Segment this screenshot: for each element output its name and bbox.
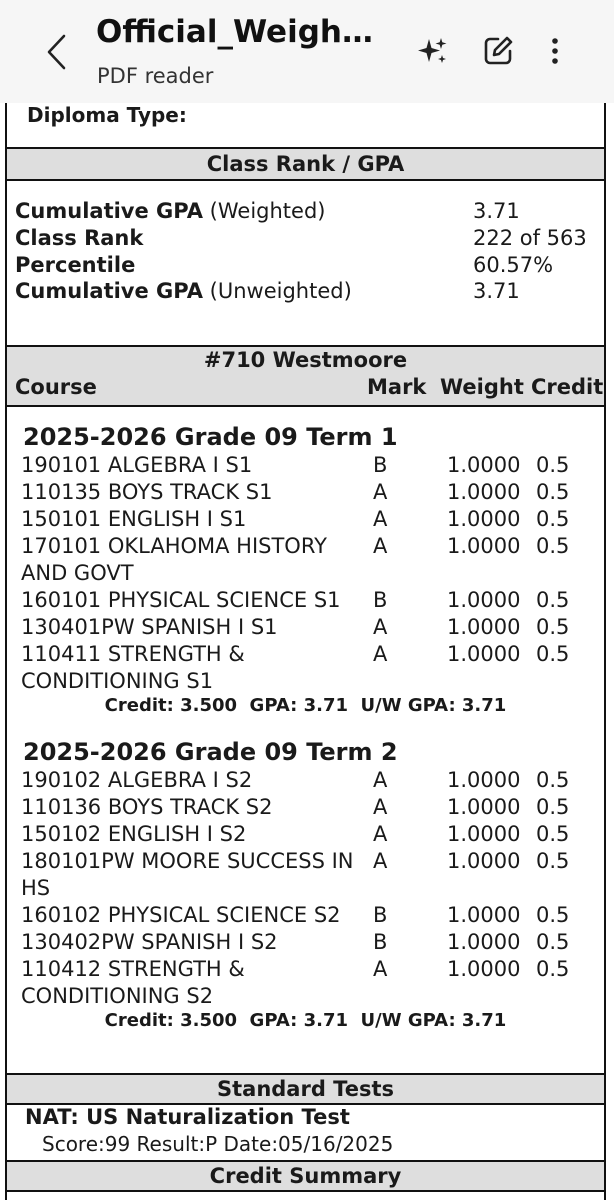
course-weight: 1.0000 [447, 768, 521, 792]
column-weight: Weight [440, 375, 524, 399]
app-subtitle: PDF reader [97, 64, 214, 88]
term-title: 2025-2026 Grade 09 Term 1 [23, 423, 398, 451]
stat-value: 60.57% [473, 253, 554, 277]
course-weight: 1.0000 [447, 507, 521, 531]
course-credit: 0.5 [536, 453, 570, 477]
course-name: 110136 BOYS TRACK S2 [21, 795, 273, 819]
course-name: 150101 ENGLISH I S1 [21, 507, 247, 531]
course-mark: A [373, 480, 388, 504]
term-title: 2025-2026 Grade 09 Term 2 [23, 738, 398, 766]
course-weight: 1.0000 [447, 849, 521, 873]
course-credit: 0.5 [536, 768, 570, 792]
course-mark: B [373, 903, 388, 927]
course-mark: A [373, 795, 388, 819]
course-mark: A [373, 615, 388, 639]
course-table-header [7, 345, 604, 407]
test-result: Score:99 Result:P Date:05/16/2025 [42, 1132, 394, 1156]
more-options-button[interactable] [538, 34, 572, 68]
course-mark: A [373, 849, 388, 873]
course-name-cont: CONDITIONING S2 [21, 984, 214, 1008]
course-credit: 0.5 [536, 903, 570, 927]
course-name: 130401PW SPANISH I S1 [21, 615, 278, 639]
course-name: 110412 STRENGTH & [21, 957, 245, 981]
document-title: Official_Weigh… [96, 14, 373, 50]
course-mark: B [373, 453, 388, 477]
stat-label: Class Rank [15, 226, 144, 250]
course-mark: A [373, 822, 388, 846]
more-vert-icon [538, 34, 572, 68]
standard-tests-header: Standard Tests [7, 1073, 604, 1105]
sparkle-icon [416, 34, 450, 68]
course-credit: 0.5 [536, 957, 570, 981]
course-name: 190102 ALGEBRA I S2 [21, 768, 253, 792]
column-credit: Credit [531, 375, 604, 399]
course-name-cont: HS [21, 876, 51, 900]
course-name: 160101 PHYSICAL SCIENCE S1 [21, 588, 341, 612]
edit-icon [481, 34, 515, 68]
course-credit: 0.5 [536, 642, 570, 666]
credit-summary-header: Credit Summary [7, 1160, 604, 1192]
course-weight: 1.0000 [447, 480, 521, 504]
term-summary: Credit: 3.500 GPA: 3.71 U/W GPA: 3.71 [104, 695, 507, 716]
course-mark: A [373, 768, 388, 792]
course-credit: 0.5 [536, 588, 570, 612]
course-name-cont: CONDITIONING S1 [21, 669, 214, 693]
course-name: 190101 ALGEBRA I S1 [21, 453, 253, 477]
course-credit: 0.5 [536, 507, 570, 531]
back-arrow-icon [40, 32, 74, 72]
term-summary: Credit: 3.500 GPA: 3.71 U/W GPA: 3.71 [104, 1010, 507, 1031]
course-name: 150102 ENGLISH I S2 [21, 822, 247, 846]
edit-button[interactable] [481, 34, 515, 68]
course-weight: 1.0000 [447, 588, 521, 612]
course-weight: 1.0000 [447, 534, 521, 558]
course-weight: 1.0000 [447, 903, 521, 927]
stat-label: Cumulative GPA (Weighted) [15, 199, 326, 223]
course-credit: 0.5 [536, 822, 570, 846]
class-rank-header: Class Rank / GPA [7, 147, 604, 181]
column-mark: Mark [367, 375, 427, 399]
course-weight: 1.0000 [447, 615, 521, 639]
stat-label: Cumulative GPA (Unweighted) [15, 279, 352, 303]
school-name: #710 Westmoore [203, 348, 408, 372]
stat-label: Percentile [15, 253, 136, 277]
pdf-page [5, 103, 606, 1200]
course-weight: 1.0000 [447, 822, 521, 846]
course-weight: 1.0000 [447, 453, 521, 477]
course-credit: 0.5 [536, 795, 570, 819]
course-name-cont: AND GOVT [21, 561, 134, 585]
ai-assist-button[interactable] [416, 34, 450, 68]
course-name: 180101PW MOORE SUCCESS IN [21, 849, 354, 873]
course-weight: 1.0000 [447, 795, 521, 819]
course-name: 160102 PHYSICAL SCIENCE S2 [21, 903, 341, 927]
course-weight: 1.0000 [447, 930, 521, 954]
course-credit: 0.5 [536, 849, 570, 873]
course-mark: A [373, 642, 388, 666]
app-bar [0, 0, 614, 103]
course-credit: 0.5 [536, 534, 570, 558]
course-mark: B [373, 588, 388, 612]
course-name: 110411 STRENGTH & [21, 642, 245, 666]
course-mark: A [373, 534, 388, 558]
course-name: 110135 BOYS TRACK S1 [21, 480, 273, 504]
back-button[interactable] [40, 32, 74, 72]
course-mark: B [373, 930, 388, 954]
course-mark: A [373, 507, 388, 531]
test-name: NAT: US Naturalization Test [25, 1105, 350, 1129]
course-credit: 0.5 [536, 480, 570, 504]
stat-value: 3.71 [473, 199, 520, 223]
course-credit: 0.5 [536, 930, 570, 954]
course-credit: 0.5 [536, 615, 570, 639]
column-course: Course [15, 375, 97, 399]
stat-value: 3.71 [473, 279, 520, 303]
stat-value: 222 of 563 [473, 226, 587, 250]
course-name: 170101 OKLAHOMA HISTORY [21, 534, 327, 558]
diploma-type-label: Diploma Type: [27, 103, 187, 127]
course-weight: 1.0000 [447, 642, 521, 666]
course-mark: A [373, 957, 388, 981]
course-name: 130402PW SPANISH I S2 [21, 930, 278, 954]
course-weight: 1.0000 [447, 957, 521, 981]
